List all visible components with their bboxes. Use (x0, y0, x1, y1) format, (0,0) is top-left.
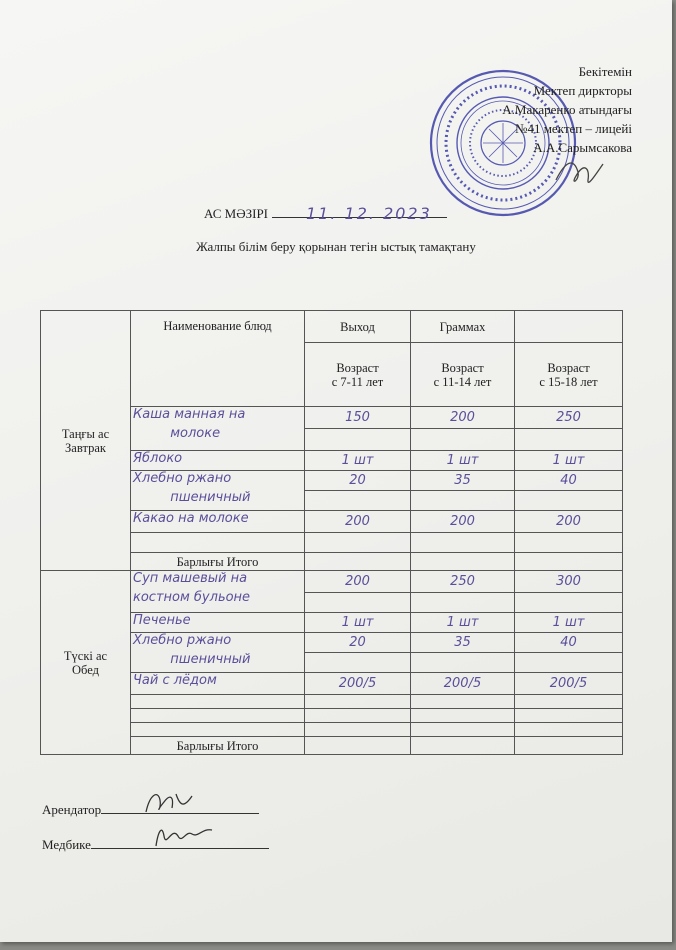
menu-title-label: АС МӘЗІРІ (204, 206, 269, 221)
dish-cell (131, 511, 305, 533)
value-age-7-11: 20 (305, 471, 411, 491)
value-age-7-11: 150 (305, 407, 411, 429)
header-age-7-11: Возраст с 7-11 лет (305, 343, 411, 407)
header-output: Выход (305, 311, 411, 343)
header-dish-name: Наименование блюд (131, 311, 305, 407)
dish-cell (131, 633, 305, 673)
approval-line: Мектеп диркторы (533, 83, 632, 98)
value-age-11-14: 250 (411, 571, 515, 593)
header-age-11-14: Возраст с 11-14 лет (411, 343, 515, 407)
approval-line: №41 мектеп – лицейі (515, 121, 632, 136)
value-age-15-18: 300 (515, 571, 623, 593)
approval-line: А.Макаренко атындағы (502, 102, 632, 117)
value-age-7-11: 200 (305, 571, 411, 593)
dish-cell (131, 571, 305, 613)
value-age-7-11: 1 шт (305, 451, 411, 471)
value-age-11-14: 35 (411, 471, 515, 491)
menu-title (204, 206, 447, 222)
nurse-signature (150, 818, 220, 854)
value-age-15-18: 1 шт (515, 451, 623, 471)
value-age-7-11: 200 (305, 511, 411, 533)
dish-cell (131, 613, 305, 633)
dish-name: Яблоко (133, 451, 183, 466)
value-age-11-14: 200 (411, 511, 515, 533)
value-age-11-14: 200 (411, 407, 515, 429)
lunch-total-label: Барлығы Итого (131, 737, 305, 755)
breakfast-total-label: Барлығы Итого (131, 553, 305, 571)
dish-name: Печенье (133, 613, 191, 628)
value-age-15-18: 40 (515, 633, 623, 653)
value-age-7-11: 1 шт (305, 613, 411, 633)
dish-cell (131, 673, 305, 695)
approval-line: Бекітемін (578, 64, 632, 79)
value-age-11-14: 1 шт (411, 613, 515, 633)
dish-cell (131, 407, 305, 451)
dish-cell (131, 471, 305, 511)
value-age-15-18: 250 (515, 407, 623, 429)
dish-name: Каша манная на молоке (133, 407, 246, 441)
director-signature (548, 150, 608, 195)
header-empty (515, 311, 623, 343)
dish-name: Хлебно ржано пшеничный (133, 471, 251, 505)
value-age-15-18: 200 (515, 511, 623, 533)
header-age-15-18: Возраст с 15-18 лет (515, 343, 623, 407)
dish-name: Какао на молоке (133, 511, 249, 526)
lunch-label: Түскі ас Обед (41, 571, 131, 755)
value-age-7-11: 200/5 (305, 673, 411, 695)
nurse-label: Медбике (42, 837, 91, 852)
menu-table (40, 310, 623, 755)
dish-name: Хлебно ржано пшеничный (133, 633, 251, 667)
value-age-7-11: 20 (305, 633, 411, 653)
tenant-signature (140, 786, 200, 820)
approval-block (502, 62, 632, 157)
menu-date: 11. 12. 2023 (306, 204, 432, 223)
approval-line: А.А.Сарымсакова (533, 140, 632, 155)
value-age-15-18: 200/5 (515, 673, 623, 695)
tenant-label: Арендатор (42, 802, 102, 817)
value-age-11-14: 200/5 (411, 673, 515, 695)
breakfast-label: Таңғы ас Завтрак (41, 311, 131, 571)
value-age-15-18: 40 (515, 471, 623, 491)
dish-name: Суп машевый на костном бульоне (133, 571, 251, 605)
value-age-11-14: 35 (411, 633, 515, 653)
value-age-15-18: 1 шт (515, 613, 623, 633)
dish-name: Чай с лёдом (133, 673, 217, 688)
dish-cell (131, 451, 305, 471)
header-grams: Граммах (411, 311, 515, 343)
value-age-11-14: 1 шт (411, 451, 515, 471)
menu-subtitle: Жалпы білім беру қорынан тегін ыстық тамақтану (196, 239, 476, 254)
